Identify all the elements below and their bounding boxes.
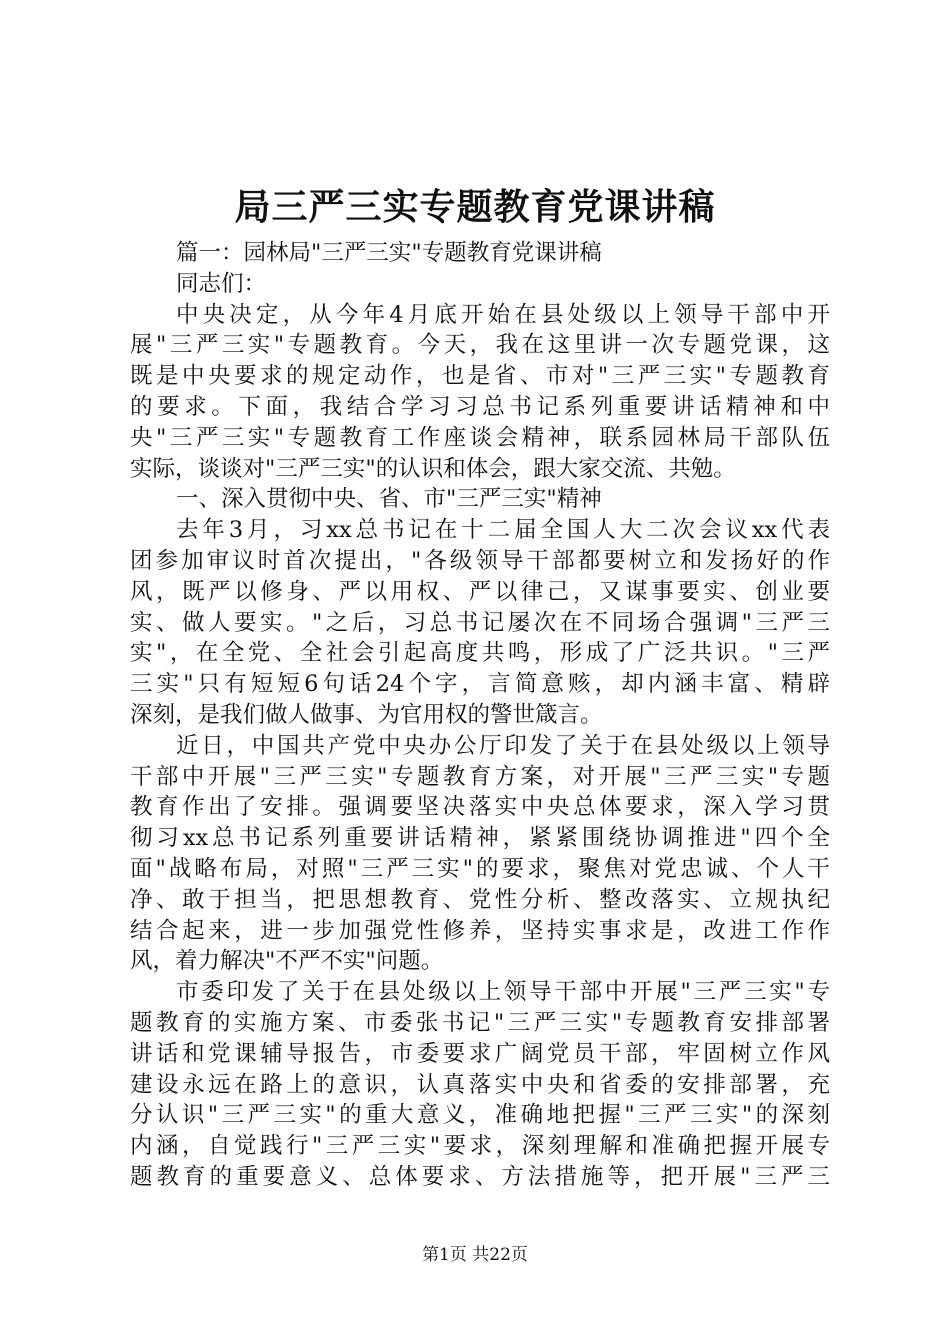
text-line: 篇一：园林局"三严三实"专题教育党课讲稿 xyxy=(176,240,602,266)
text-line: 内涵，自觉践行"三严三实"要求，深刻理解和准确把握开展专 xyxy=(130,1133,830,1160)
document-body xyxy=(130,238,830,1193)
text-line: 三实"只有短短6句话24个字，言简意赅，却内涵丰富、精辟 xyxy=(130,671,830,698)
page-footer: 第1页 共22页 xyxy=(422,1245,528,1265)
text-line: 去年3月，习xx总书记在十二届全国人大二次会议xx代表 xyxy=(176,517,830,544)
text-line: 面"战略布局，对照"三严三实"的要求，聚焦对党忠诚、个人干 xyxy=(130,855,830,882)
text-line: 风，着力解决"不严不实"问题。 xyxy=(130,948,444,975)
text-line: 的要求。下面，我结合学习习总书记系列重要讲话精神和中 xyxy=(130,393,830,420)
text-line: 实"，在全党、全社会引起高度共鸣，形成了广泛共识。"三严 xyxy=(130,640,830,667)
text-line: 同志们： xyxy=(176,270,267,297)
text-line: 彻习xx总书记系列重要讲话精神，紧紧围绕协调推进"四个全 xyxy=(130,825,830,852)
text-line: 干部中开展"三严三实"专题教育方案，对开展"三严三实"专题 xyxy=(130,763,830,790)
text-line: 实、做人要实。"之后，习总书记屡次在不同场合强调"三严三 xyxy=(130,609,830,636)
text-line: 央"三严三实"专题教育工作座谈会精神，联系园林局干部队伍 xyxy=(130,424,830,451)
text-line: 中央决定，从今年4月底开始在县处级以上领导干部中开 xyxy=(176,301,830,328)
text-line: 一、深入贯彻中央、省、市"三严三实"精神 xyxy=(176,486,602,513)
text-line: 深刻，是我们做人做事、为官用权的警世箴言。 xyxy=(130,701,603,728)
text-line: 团参加审议时首次提出，"各级领导干部都要树立和发扬好的作 xyxy=(130,547,830,574)
text-line: 展"三严三实"专题教育。今天，我在这里讲一次专题党课，这 xyxy=(130,332,830,359)
text-line: 净、敢于担当，把思想教育、党性分析、整改落实、立规执纪 xyxy=(130,886,830,913)
text-line: 建设永远在路上的意识，认真落实中央和省委的安排部署，充 xyxy=(130,1071,830,1098)
text-line: 风，既严以修身、严以用权、严以律己，又谋事要实、创业要 xyxy=(130,578,830,605)
text-line: 市委印发了关于在县处级以上领导干部中开展"三严三实"专 xyxy=(176,979,830,1006)
text-line: 实际，谈谈对"三严三实"的认识和体会，跟大家交流、共勉。 xyxy=(130,455,736,482)
text-line: 结合起来，进一步加强党性修养，坚持实事求是，改进工作作 xyxy=(130,917,830,944)
text-line: 近日，中国共产党中央办公厅印发了关于在县处级以上领导 xyxy=(176,732,830,759)
text-line: 教育作出了安排。强调要坚决落实中央总体要求，深入学习贯 xyxy=(130,794,830,821)
text-line: 分认识"三严三实"的重大意义，准确地把握"三严三实"的深刻 xyxy=(130,1102,830,1129)
document-title: 局三严三实专题教育党课讲稿 xyxy=(234,186,716,228)
text-line: 题教育的实施方案、市委张书记"三严三实"专题教育安排部署 xyxy=(130,1009,830,1036)
text-line: 讲话和党课辅导报告，市委要求广阔党员干部，牢固树立作风 xyxy=(130,1040,830,1067)
text-line: 既是中央要求的规定动作，也是省、市对"三严三实"专题教育 xyxy=(130,363,830,390)
text-line: 题教育的重要意义、总体要求、方法措施等，把开展"三严三 xyxy=(130,1163,830,1190)
